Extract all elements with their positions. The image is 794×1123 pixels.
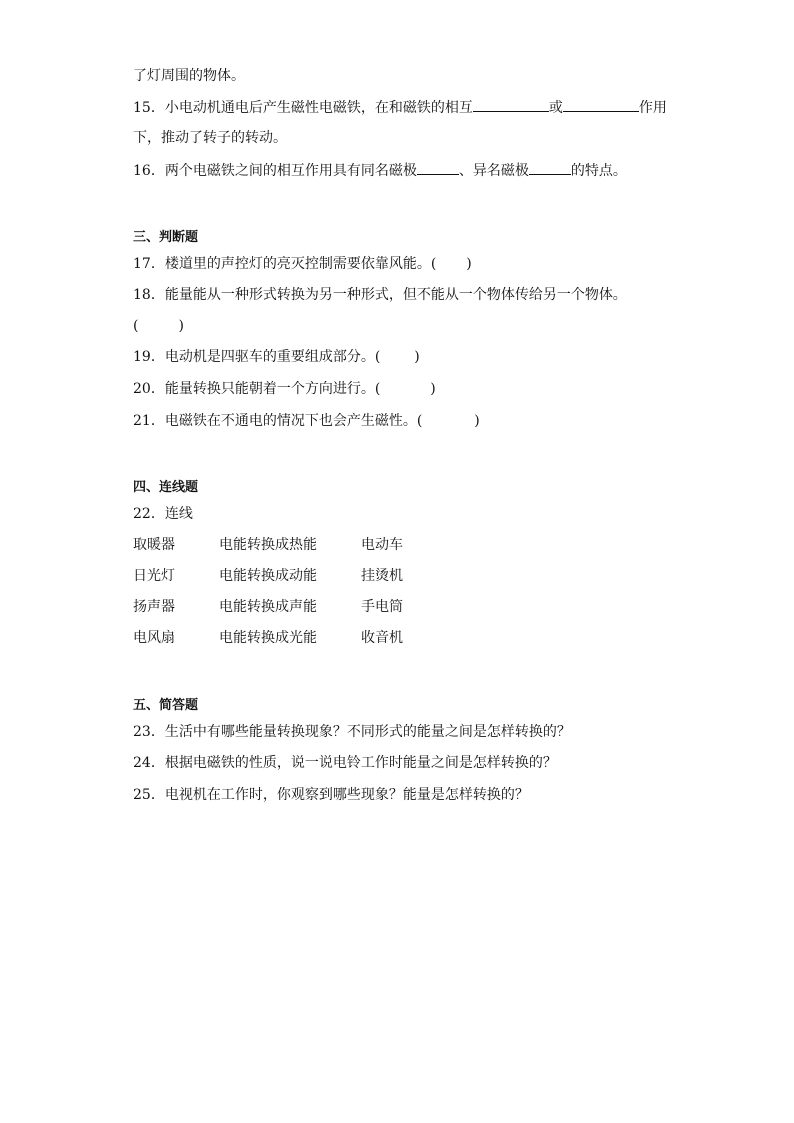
judge-item-17 <box>133 254 472 274</box>
q14-tail-text: 了灯周围的物体。 <box>133 68 245 84</box>
matching-question <box>133 504 193 524</box>
q15-or: 或 <box>548 100 563 116</box>
match-device-right[interactable]: 挂烫机 <box>361 568 403 584</box>
short-answer-text: 25．电视机在工作时，你观察到哪些现象？能量是怎样转换的？ <box>133 787 529 803</box>
q16-blank-2[interactable] <box>529 160 571 175</box>
match-energy[interactable]: 电能转换成光能 <box>219 630 317 646</box>
match-device-left[interactable]: 扬声器 <box>133 599 175 615</box>
judge-item-close: ) <box>178 318 184 334</box>
match-energy[interactable]: 电能转换成动能 <box>219 568 317 584</box>
match-device-left[interactable]: 电风扇 <box>133 630 175 646</box>
judge-item-close: ) <box>414 349 420 365</box>
judge-item-text: 17．楼道里的声控灯的亮灭控制需要依靠风能。( <box>133 256 437 272</box>
match-device-right[interactable]: 电动车 <box>361 537 403 553</box>
match-device-left[interactable]: 日光灯 <box>133 568 175 584</box>
q15-text-b: 作用 <box>638 100 667 116</box>
judge-item-text: 19．电动机是四驱车的重要组成部分。( <box>133 349 381 365</box>
judge-item-19 <box>133 347 420 367</box>
q15-text-a: 15．小电动机通电后产生磁性电磁铁，在和磁铁的相互 <box>133 100 473 116</box>
judge-item-close: ) <box>474 413 480 429</box>
match-device-right[interactable]: 手电筒 <box>361 599 403 615</box>
q16-text-b: 、异名磁极 <box>458 163 529 179</box>
short-answer-item-23 <box>133 722 571 742</box>
judge-item-text: 18．能量能从一种形式转换为另一种形式，但不能从一个物体传给另一个物体。 <box>133 287 627 303</box>
short-answer-text: 23．生活中有哪些能量转换现象？不同形式的能量之间是怎样转换的？ <box>133 724 571 740</box>
matching-question-text: 22．连线 <box>133 506 193 522</box>
q16-text-a: 16．两个电磁铁之间的相互作用具有同名磁极 <box>133 163 417 179</box>
q15-blank-1[interactable] <box>473 97 549 112</box>
section-matching-heading: 四、连线题 <box>133 480 199 495</box>
section-judge-heading: 三、判断题 <box>133 230 199 245</box>
judge-item-close: ) <box>430 381 436 397</box>
q15-blank-2[interactable] <box>563 97 639 112</box>
short-answer-item-25 <box>133 785 529 805</box>
judge-item-open: ( <box>133 318 139 334</box>
match-device-left[interactable]: 取暖器 <box>133 537 175 553</box>
judge-item-text: 20．能量转换只能朝着一个方向进行。( <box>133 381 381 397</box>
short-answer-text: 24．根据电磁铁的性质，说一说电铃工作时能量之间是怎样转换的？ <box>133 755 557 771</box>
q16-text-c: 的特点。 <box>570 163 627 179</box>
q16-line <box>133 160 627 181</box>
judge-item-text: 21．电磁铁在不通电的情况下也会产生磁性。( <box>133 413 423 429</box>
section-short-answer-heading: 五、简答题 <box>133 698 199 713</box>
match-energy[interactable]: 电能转换成声能 <box>219 599 317 615</box>
judge-item-18-paren <box>133 316 184 336</box>
judge-item-close: ) <box>466 256 472 272</box>
match-energy[interactable]: 电能转换成热能 <box>219 537 317 553</box>
match-device-right[interactable]: 收音机 <box>361 630 403 646</box>
q14-tail <box>133 66 245 86</box>
judge-item-21 <box>133 411 480 431</box>
judge-item-18 <box>133 285 627 305</box>
q16-blank-1[interactable] <box>417 160 459 175</box>
q15-line2 <box>133 128 287 148</box>
short-answer-item-24 <box>133 753 557 773</box>
q15-line1 <box>133 97 667 118</box>
judge-item-20 <box>133 379 436 399</box>
q15-line2-text: 下，推动了转子的转动。 <box>133 130 287 146</box>
